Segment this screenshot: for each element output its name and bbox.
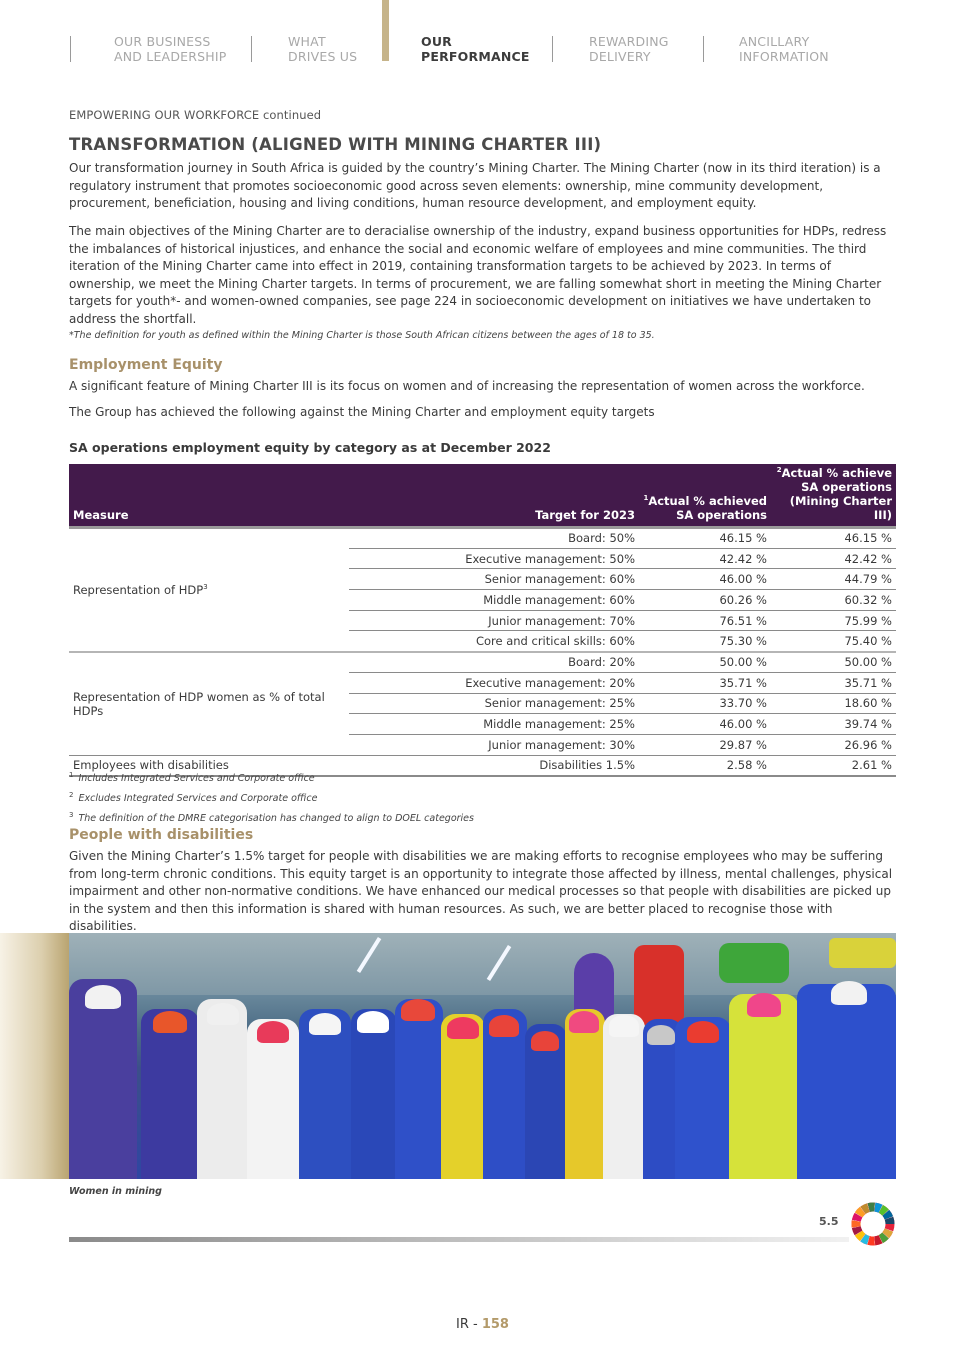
target-cell: Core and critical skills: 60% (349, 631, 639, 652)
table-footnotes (69, 767, 897, 827)
actual2-cell: 35.71 % (771, 672, 896, 693)
nav-label: OUR BUSINESS (114, 34, 211, 49)
helmet (569, 1011, 599, 1033)
column-header-target: Target for 2023 (349, 464, 639, 528)
table-footnote: $^3$ The definition of the DMRE categorisation has changed to align to DOEL categories (69, 811, 474, 825)
employment-equity-paragraph: A significant feature of Mining Charter III is its focus on women and of increasing the representation of women across the workforce. (69, 379, 865, 393)
nav-item-what-drives-us[interactable] (288, 34, 357, 64)
actual2-cell: 44.79 % (771, 569, 896, 590)
page-prefix: IR - (456, 1317, 482, 1332)
helmet (401, 999, 435, 1021)
actual2-cell: 26.96 % (771, 734, 896, 755)
top-navigation (0, 0, 965, 70)
helmet (647, 1025, 675, 1045)
target-cell: Senior management: 25% (349, 693, 639, 714)
helmet (207, 1003, 239, 1025)
active-section-indicator (382, 0, 389, 61)
nav-label: WHAT (288, 34, 326, 49)
helmet (85, 985, 121, 1009)
disabilities-heading: People with disabilities (69, 827, 254, 843)
measure-cell: Employees with disabilities (69, 755, 349, 776)
person (603, 1014, 645, 1179)
actual1-cell: 29.87 % (639, 734, 771, 755)
actual2-cell: 42.42 % (771, 548, 896, 569)
page-number-value: 158 (481, 1317, 509, 1332)
youth-footnote: *The definition for youth as defined within the Mining Charter is those South African citizens between the ages of 18 to 35. (69, 330, 655, 341)
column-header-actual-sa-operations: $^1$Actual % achieved SA operations (639, 464, 771, 528)
column-header-measure: Measure (69, 464, 349, 528)
nav-divider (552, 36, 553, 62)
table-footnote: $^1$ Includes Integrated Services and Corporate office (69, 771, 315, 785)
actual1-cell: 76.51 % (639, 610, 771, 631)
table-title: SA operations employment equity by category as at December 2022 (69, 440, 551, 455)
actual1-cell: 2.58 % (639, 755, 771, 776)
decorative-gold-strip (0, 933, 69, 1179)
nav-label: REWARDING (589, 34, 669, 49)
wall-sign (634, 945, 684, 1025)
actual2-cell: 60.32 % (771, 590, 896, 611)
group-achievement-paragraph: The Group has achieved the following against the Mining Charter and employment equity targets (69, 405, 655, 419)
wall-sign (829, 938, 896, 968)
actual2-cell: 2.61 % (771, 755, 896, 776)
target-cell: Executive management: 20% (349, 672, 639, 693)
employment-equity-table (69, 464, 896, 777)
column-header-actual-mining-charter: $^2$Actual % achieve SA operations (Mining Charter III) (771, 464, 896, 528)
table-row (69, 652, 896, 673)
nav-item-our-performance[interactable] (421, 34, 530, 64)
table-row (69, 528, 896, 549)
nav-label: INFORMATION (739, 49, 829, 64)
nav-item-our-business[interactable] (114, 34, 226, 64)
bottom-divider (69, 1237, 849, 1242)
nav-label: OUR (421, 34, 453, 49)
actual2-cell: 75.40 % (771, 631, 896, 652)
nav-label: ANCILLARY (739, 34, 810, 49)
photo-caption: Women in mining (69, 1186, 162, 1197)
actual1-cell: 60.26 % (639, 590, 771, 611)
helmet (687, 1021, 719, 1043)
sdg-target-label: 5.5 (819, 1215, 839, 1228)
actual2-cell: 39.74 % (771, 714, 896, 735)
actual1-cell: 33.70 % (639, 693, 771, 714)
helmet (447, 1017, 479, 1039)
target-cell: Executive management: 50% (349, 548, 639, 569)
helmet (831, 981, 867, 1005)
person (395, 999, 443, 1179)
nav-label: DELIVERY (589, 49, 651, 64)
actual1-cell: 42.42 % (639, 548, 771, 569)
intro-paragraph: Our transformation journey in South Africa is guided by the country’s Mining Charter. The Mining Charter (now in its third iteration) is a regulatory instrument that promotes socioeconomic good across seven elements: ownership, mine community development, procurement, beneficiation, housing and living conditions, human resource development, and employment equity. (69, 161, 881, 210)
target-cell: Junior management: 30% (349, 734, 639, 755)
women-in-mining-photo (69, 933, 896, 1179)
helmet (531, 1031, 559, 1051)
nav-label: PERFORMANCE (421, 49, 530, 64)
helmet (747, 993, 781, 1017)
actual2-cell: 18.60 % (771, 693, 896, 714)
nav-label: AND LEADERSHIP (114, 49, 227, 64)
target-cell: Junior management: 70% (349, 610, 639, 631)
section-kicker: EMPOWERING OUR WORKFORCE continued (69, 108, 322, 122)
table-footnote: $^2$ Excludes Integrated Services and Corporate office (69, 791, 318, 805)
helmet (153, 1011, 187, 1033)
target-cell: Middle management: 60% (349, 590, 639, 611)
target-cell: Senior management: 60% (349, 569, 639, 590)
nav-label: DRIVES US (288, 49, 358, 64)
nav-item-ancillary-information[interactable] (739, 34, 829, 64)
table-header-row (69, 464, 896, 528)
target-cell: Board: 50% (349, 528, 639, 549)
page-title: TRANSFORMATION (ALIGNED WITH MINING CHARTER III) (69, 135, 602, 154)
helmet (309, 1013, 341, 1035)
person (197, 999, 247, 1179)
measure-cell: Representation of HDP women as % of total HDPs (69, 652, 349, 755)
helmet (609, 1015, 639, 1037)
employment-equity-heading: Employment Equity (69, 357, 223, 373)
actual2-cell: 50.00 % (771, 652, 896, 673)
person (729, 994, 799, 1179)
actual1-cell: 46.00 % (639, 714, 771, 735)
nav-divider (70, 36, 71, 62)
person (141, 1009, 199, 1179)
page-number (0, 1317, 965, 1332)
actual2-cell: 46.15 % (771, 528, 896, 549)
helmet (489, 1015, 519, 1037)
actual1-cell: 75.30 % (639, 631, 771, 652)
nav-divider (703, 36, 704, 62)
actual1-cell: 35.71 % (639, 672, 771, 693)
nav-divider (251, 36, 252, 62)
objectives-paragraph: The main objectives of the Mining Charter are to deracialise ownership of the industry, expand business opportunities for HDPs, redress the imbalances of historical injustices, and enhance the social and economic welfare of employees and mine communities. The third iteration of the Mining Charter came into effect in 2019, containing transformation targets to be achieved by 2023. In terms of ownership, we meet the Mining Charter targets. In terms of procurement, we are falling somewhat short in meeting the Mining Charter targets for youth*- and women-owned companies, see page 224 in socioeconomic development on initiatives we have undertaken to address the shortfall. (69, 224, 887, 326)
target-cell: Disabilities 1.5% (349, 755, 639, 776)
target-cell: Board: 20% (349, 652, 639, 673)
person (565, 1009, 605, 1179)
helmet (257, 1021, 289, 1043)
nav-item-rewarding-delivery[interactable] (589, 34, 669, 64)
person (247, 1019, 299, 1179)
person (351, 1009, 397, 1179)
actual1-cell: 50.00 % (639, 652, 771, 673)
sdg-wheel-icon (851, 1202, 895, 1246)
target-cell: Middle management: 25% (349, 714, 639, 735)
actual2-cell: 75.99 % (771, 610, 896, 631)
disabilities-paragraph: Given the Mining Charter’s 1.5% target for people with disabilities we are making efforts to recognise employees who may be suffering from long-term chronic conditions. This equity target is an opportunity to integrate those affected by illness, mental challenges, physical impairment and other non-normative conditions. We have enhanced our medical processes so that people with disabilities are picked up in the system and then this information is shared with human resources. As such, we are better placed to recognise those with disabilities. (69, 849, 893, 933)
actual1-cell: 46.15 % (639, 528, 771, 549)
person (69, 979, 137, 1179)
wall-sign (719, 943, 789, 983)
person (797, 984, 896, 1179)
helmet (357, 1011, 389, 1033)
actual1-cell: 46.00 % (639, 569, 771, 590)
measure-cell: Representation of HDP$^3$ (69, 528, 349, 652)
